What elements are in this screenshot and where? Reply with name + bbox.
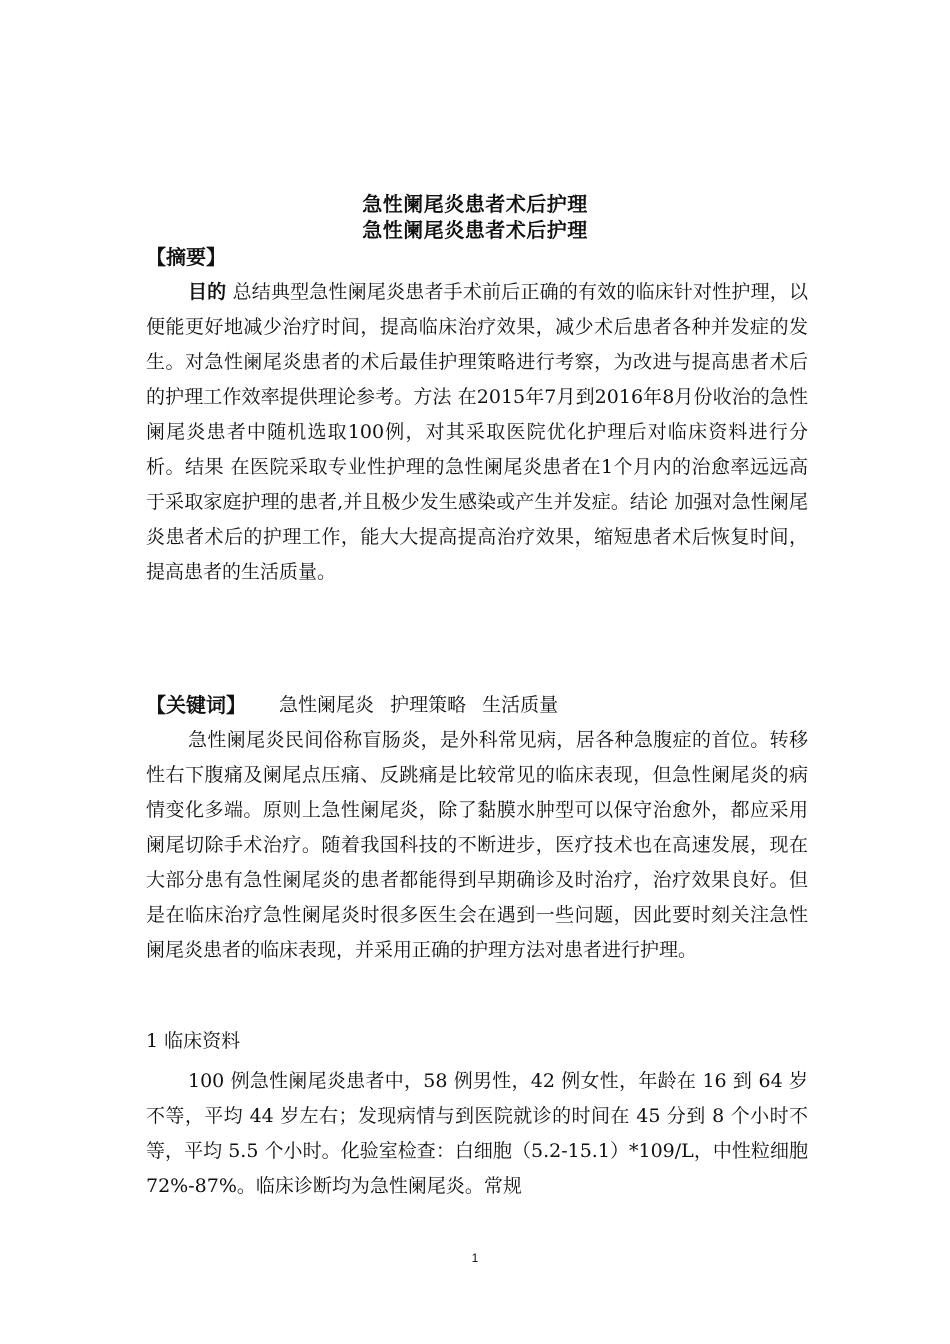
keywords-list (279, 690, 568, 720)
section-heading-clinical-data: 1 临床资料 (146, 1030, 241, 1052)
keyword-item: 急性阑尾炎 (279, 694, 375, 716)
purpose-label: 目的 (188, 281, 227, 303)
document-title: 急性阑尾炎患者术后护理 (362, 192, 588, 216)
abstract-text: 总结典型急性阑尾炎患者手术前后正确的有效的临床针对性护理，以便能更好地减少治疗时间，提高临床治疗效果，减少术后患者各种并发症的发生。对急性阑尾炎患者的术后最佳护理策略进行考察，为改进与提高患者术后的护理工作效率提供理论参考。方法 在2015年7月到2016年8月份收治的急性阑尾炎患者中随机选取100例，对其采取医院优化护理后对临床资料进行分析。结果 在医院采取专业性护理的急性阑尾炎患者在1个月内的治愈率远远高于采取家庭护理的患者,并且极少发生感染或产生并发症。结论 加强对急性阑尾炎患者术后的护理工作，能大大提高提高治疗效果，缩短患者术后恢复时间，提高患者的生活质量。 (146, 281, 808, 583)
keywords-heading: 【关键词】 (146, 693, 246, 717)
clinical-data-paragraph: 100 例急性阑尾炎患者中，58 例男性，42 例女性，年龄在 16 到 64 岁不等，平均 44 岁左右；发现病情与到医院就诊的时间在 45 分到 8 个小时不等，平均 5.5 个小时。化验室检查：白细胞（5.2-15.1）*109/L，中性粒细胞 72%-87%。临床诊断均为急性阑尾炎。常规 (146, 1070, 808, 1197)
abstract-paragraph (146, 275, 808, 590)
abstract-heading: 【摘要】 (146, 245, 226, 269)
intro-paragraph: 急性阑尾炎民间俗称盲肠炎，是外科常见病，居各种急腹症的首位。转移性右下腹痛及阑尾点压痛、反跳痛是比较常见的临床表现，但急性阑尾炎的病情变化多端。原则上急性阑尾炎，除了黏膜水肿型可以保守治愈外，都应采用阑尾切除手术治疗。随着我国科技的不断进步，医疗技术也在高速发展，现在大部分患有急性阑尾炎的患者都能得到早期确诊及时治疗，治疗效果良好。但是在临床治疗急性阑尾炎时很多医生会在遇到一些问题，因此要时刻关注急性阑尾炎患者的临床表现，并采用正确的护理方法对患者进行护理。 (146, 729, 808, 961)
document-title-repeat: 急性阑尾炎患者术后护理 (362, 218, 588, 242)
keyword-item: 生活质量 (482, 694, 559, 716)
keyword-item: 护理策略 (390, 694, 467, 716)
page-number: 1 (471, 1251, 479, 1265)
